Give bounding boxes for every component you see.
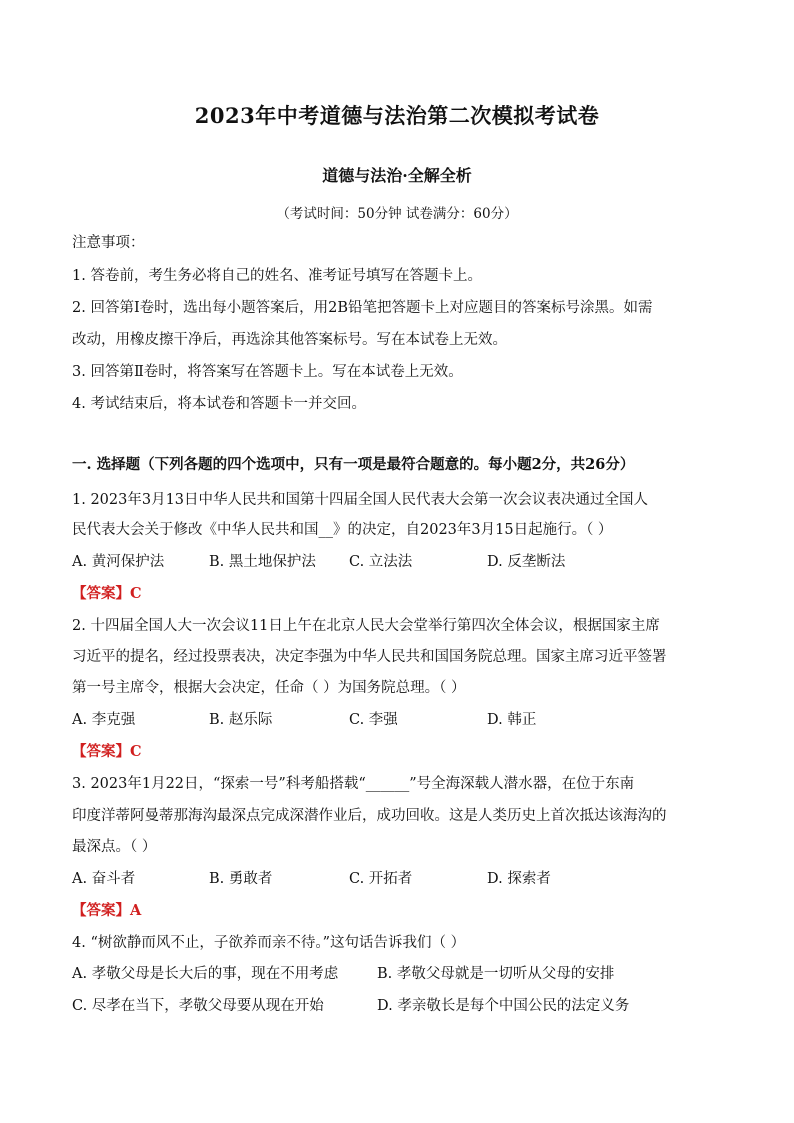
exam-info: （考试时间：50分钟 试卷满分：60分）	[276, 206, 518, 222]
option-d: D. 孝亲敬长是每个中国公民的法定义务	[377, 998, 630, 1014]
note-item: 4. 考试结束后，将本试卷和答题卡一并交回。	[72, 396, 366, 412]
answer-value: A	[130, 902, 142, 919]
question-options	[72, 710, 732, 730]
option-d: D. 探索者	[487, 871, 551, 887]
option-c: C. 立法法	[349, 554, 413, 570]
question-stem: 印度洋蒂阿曼蒂那海沟最深点完成深潜作业后，成功回收。这是人类历史上首次抵达该海沟的	[72, 808, 667, 824]
answer-value: C	[130, 585, 142, 602]
question-options	[72, 996, 732, 1016]
question-stem: 最深点。（ ）	[72, 839, 157, 855]
option-a: A. 黄河保护法	[72, 554, 165, 570]
note-item: 1. 答卷前，考生务必将自己的姓名、准考证号填写在答题卡上。	[72, 268, 482, 284]
question-stem: 1. 2023年3月13日中华人民共和国第十四届全国人民代表大会第一次会议表决通过全国人	[72, 492, 649, 508]
question-options	[72, 552, 732, 572]
question-options	[72, 964, 732, 984]
document-subtitle: 道德与法治·全解全析	[322, 166, 472, 185]
question-stem: 2. 十四届全国人大一次会议11日上午在北京人民大会堂举行第四次全体会议，根据国家主席	[72, 618, 660, 634]
option-b: B. 孝敬父母就是一切听从父母的安排	[377, 966, 615, 982]
notes-heading: 注意事项：	[72, 235, 145, 251]
question-stem: 4. “树欲静而风不止，子欲养而亲不待。”这句话告诉我们（ ）	[72, 935, 466, 951]
option-b: B. 黑土地保护法	[209, 554, 316, 570]
answer-label: 【答案】	[72, 585, 130, 602]
option-b: B. 勇敢者	[209, 871, 273, 887]
option-a: A. 孝敬父母是长大后的事，现在不用考虑	[72, 966, 339, 982]
option-c: C. 李强	[349, 712, 398, 728]
answer-label: 【答案】	[72, 902, 130, 919]
option-d: D. 反垄断法	[487, 554, 566, 570]
note-item: 2. 回答第Ⅰ卷时，选出每小题答案后，用2B铅笔把答题卡上对应题目的答案标号涂黑。如需	[72, 300, 653, 316]
option-c: C. 开拓者	[349, 871, 413, 887]
option-b: B. 赵乐际	[209, 712, 273, 728]
answer-line	[72, 742, 732, 762]
note-item: 改动，用橡皮擦干净后，再选涂其他答案标号。写在本试卷上无效。	[72, 332, 507, 348]
question-stem: 3. 2023年1月22日，“探索一号”科考船搭载“______”号全海深载人潜水器，在位于东南	[72, 776, 635, 792]
question-options	[72, 869, 732, 889]
option-d: D. 韩正	[487, 712, 537, 728]
question-stem: 民代表大会关于修改《中华人民共和国__》的决定，自2023年3月15日起施行。（ ）	[72, 522, 613, 538]
note-item: 3. 回答第Ⅱ卷时，将答案写在答题卡上。写在本试卷上无效。	[72, 364, 463, 380]
answer-line	[72, 584, 732, 604]
option-a: A. 李克强	[72, 712, 136, 728]
answer-label: 【答案】	[72, 743, 130, 760]
option-a: A. 奋斗者	[72, 871, 136, 887]
question-stem: 习近平的提名，经过投票表决，决定李强为中华人民共和国国务院总理。国家主席习近平签署	[72, 649, 667, 665]
question-stem: 第一号主席令，根据大会决定，任命（ ）为国务院总理。（ ）	[72, 680, 466, 696]
answer-line	[72, 901, 732, 921]
section-title: 一. 选择题（下列各题的四个选项中，只有一项是最符合题意的。每小题2分，共26分）	[72, 456, 635, 473]
document-title: 2023年中考道德与法治第二次模拟考试卷	[194, 103, 600, 128]
option-c: C. 尽孝在当下，孝敬父母要从现在开始	[72, 998, 324, 1014]
answer-value: C	[130, 743, 142, 760]
